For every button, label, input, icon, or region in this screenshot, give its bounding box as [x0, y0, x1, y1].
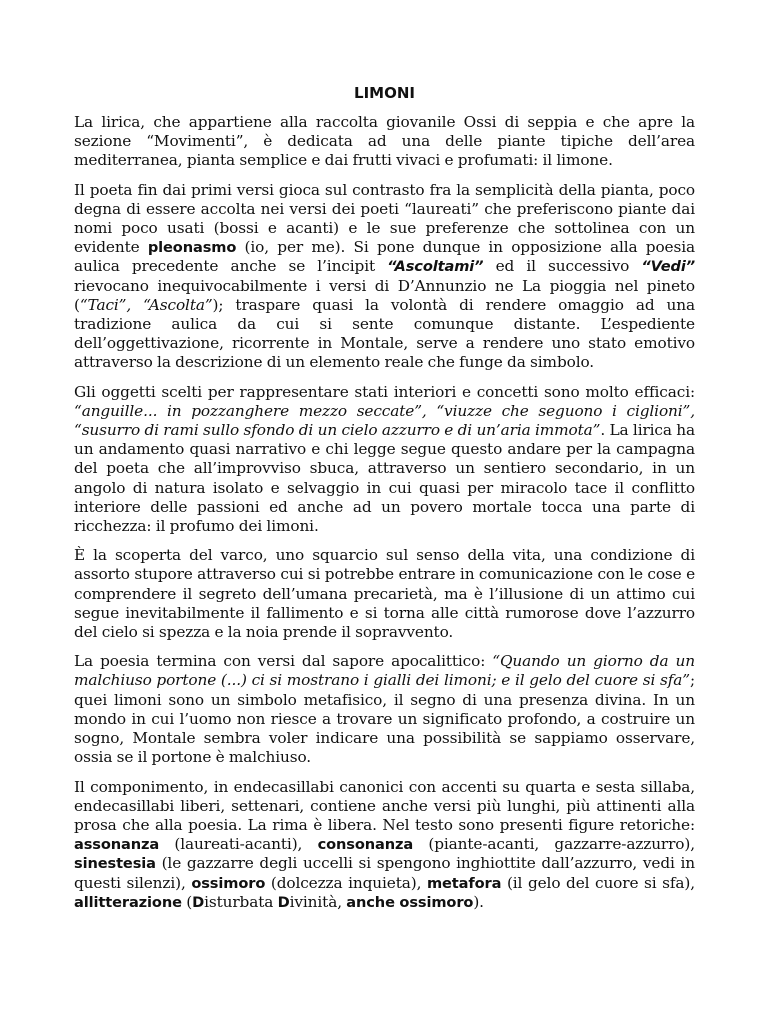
text-run: (le gazzarre degli uccelli si spengono inghiottite dall’azzurro, vedi in questi silenzi), — [74, 854, 695, 892]
keyword-allitterazione: allitterazione — [74, 893, 182, 911]
quote-vedi: “Vedi” — [641, 258, 695, 276]
paragraph-1 — [74, 113, 695, 171]
quote-oggetti: “anguille... in pozzanghere mezzo seccate”, “viuzze che seguono i ciglioni”, “susurro di rami sullo sfondo di un cielo azzurro e di un’aria immota” — [74, 401, 695, 440]
text-run: ivinità, — [289, 892, 347, 911]
keyword-ossimoro: ossimoro — [191, 874, 266, 892]
text-run: Gli oggetti scelti per rappresentare stati interiori e concetti sono molto efficaci: — [74, 382, 695, 401]
keyword-consonanza: consonanza — [317, 836, 414, 854]
paragraph-2 — [74, 181, 695, 373]
paragraph-4 — [74, 546, 695, 642]
text-run: ; quei limoni sono un simbolo metafisico, il segno di una presenza divina. In un mondo in cui l’uomo non riesce a trovare un significato profondo, a costruire un sogno, Montale sembra voler indicare una possibilità se sappiamo osservare, ossia se il portone è malchiuso. — [74, 671, 695, 767]
quote-taci-ascolta: “Taci”, “Ascolta” — [79, 295, 213, 314]
text-run: La lirica, che appartiene alla raccolta giovanile Ossi di seppia e che apre la sezione “Movimenti”, è dedicata ad una delle piante tipiche dell’area mediterranea, pianta semplice e dai frutti vivaci e profumati: il limone. — [74, 113, 695, 170]
keyword-metafora: metafora — [426, 874, 502, 892]
keyword-anche-ossimoro: anche ossimoro — [346, 893, 474, 911]
keyword-d-initial: D — [192, 893, 205, 911]
text-run: ( — [181, 892, 193, 911]
keyword-pleonasmo: pleonasmo — [147, 239, 237, 257]
text-run: ); traspare quasi la volontà di rendere omaggio ad una tradizione aulica da cui si sente comunque distante. L’espediente dell’oggettivazione, ricorrente in Montale, serve a rendere uno stato emotivo attraverso la descrizione di un elemento reale che funge da simbolo. — [74, 295, 695, 372]
text-run: (dolcezza inquieta), — [265, 873, 427, 892]
text-run: rievocano inequivocabilmente i versi di D’Annunzio ne La pioggia nel pineto ( — [74, 276, 695, 314]
text-run: (piante-acanti, gazzarre-azzurro), — [413, 835, 695, 854]
text-run: (io, per me). Si pone dunque in opposizione alla poesia aulica precedente anche se l’incipit — [74, 238, 695, 276]
text-run: È la scoperta del varco, uno squarcio sul senso della vita, una condizione di assorto stupore attraverso cui si potrebbe entrare in comunicazione con le cose e comprendere il segreto dell’umana precarietà, ma è l’illusione di un attimo cui segue inevitabilmente il fallimento e si torna alle città rumorose dove l’azzurro del cielo si spezza e la noia prende il sopravvento. — [74, 546, 695, 642]
text-run: La poesia termina con versi dal sapore apocalittico: — [74, 652, 493, 671]
text-run: Il poeta fin dai primi versi gioca sul contrasto fra la semplicità della pianta, poco degna di essere accolta nei versi dei poeti “laureati” che preferiscono piante dai nomi poco usati (bossi e acanti) e le sue preferenze che sottolinea con un evidente — [74, 180, 695, 257]
text-run: isturbata — [204, 892, 278, 911]
keyword-d-initial: D — [277, 893, 290, 911]
text-run: ). — [473, 892, 484, 911]
keyword-assonanza: assonanza — [74, 836, 160, 854]
page-title: LIMONI — [354, 84, 415, 102]
text-run: (il gelo del cuore si sfa), — [501, 873, 695, 892]
text-run: (laureati-acanti), — [159, 835, 318, 854]
text-run: Il componimento, in endecasillabi canonici con accenti su quarta e sesta sillaba, endecasillabi liberi, settenari, contiene anche versi più lunghi, più attinenti alla prosa che alla poesia. La rima è libera. Nel testo sono presenti figure retoriche: — [74, 777, 695, 834]
keyword-sinestesia: sinestesia — [74, 855, 156, 873]
text-run: ed il successivo — [483, 257, 642, 276]
quote-ascoltami: “Ascoltami” — [387, 258, 484, 276]
text-run: . La lirica ha un andamento quasi narrativo e chi legge segue questo andare per la campagna del poeta che all’improvviso sbuca, attraverso un sentiero secondario, in un angolo di natura isolato e selvaggio in cui quasi per miracolo tace il conflitto interiore delle passioni ed anche ad un povero mortale tocca una parte di ricchezza: il profumo dei limoni. — [74, 421, 695, 536]
paragraph-6 — [74, 778, 695, 912]
paragraph-3 — [74, 383, 695, 537]
document-page — [74, 84, 695, 912]
paragraph-5 — [74, 652, 695, 767]
quote-finale: “Quando un giorno da un malchiuso portone (...) ci si mostrano i gialli dei limoni; e il gelo del cuore si sfa” — [74, 652, 695, 690]
